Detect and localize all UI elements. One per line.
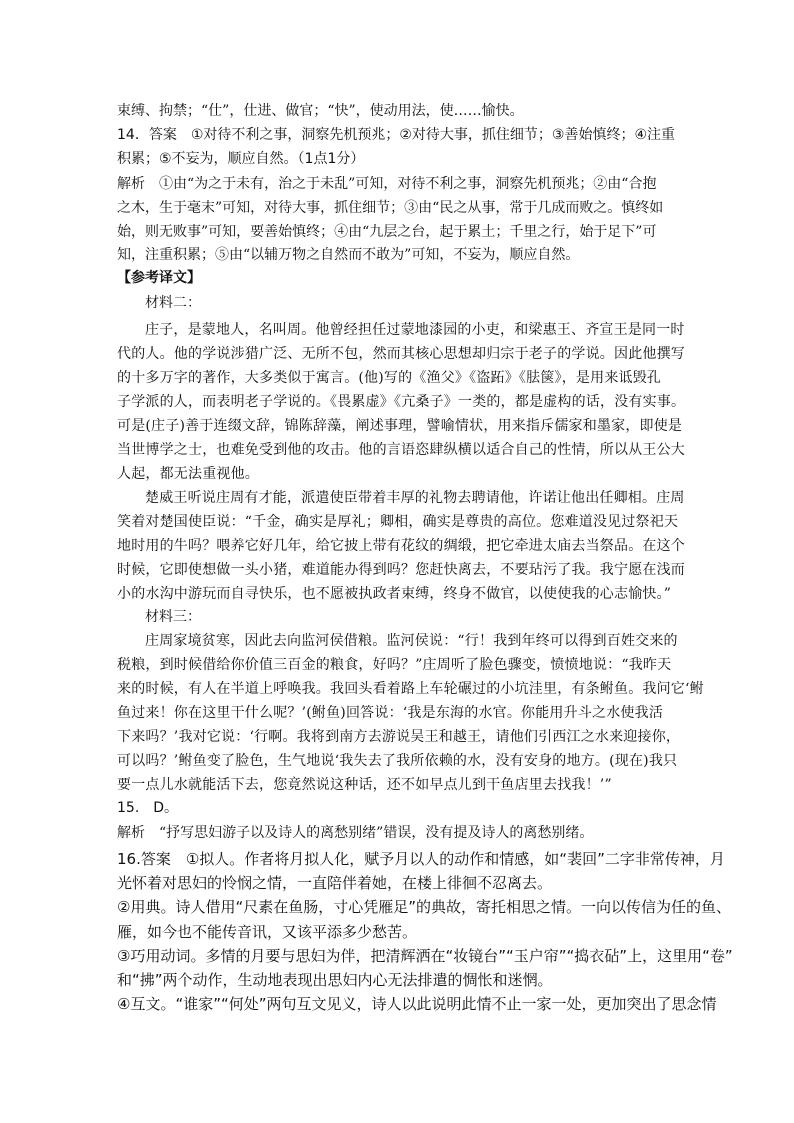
- q14-answer-line-1: 14．答案 ①对待不利之事，洞察先机预兆；②对待大事，抓住细节；③善始慎终；④注重: [117, 127, 676, 143]
- material2-line: 可是(庄子)善于连缀文辞，锦陈辞藻，阐述事理，譬喻情状，用来指斥儒家和墨家，即使是: [117, 418, 683, 434]
- q14-analysis-line-2: 之木，生于毫末”可知，对待大事，抓住细节；③由“民之从事，常于几成而败之。慎终如: [117, 200, 664, 216]
- q14-analysis-line-1: 解析 ①由“为之于未有，治之于未乱”可知，对待不利之事，洞察先机预兆；②由“合抱: [117, 176, 657, 192]
- q16-line-6: 和“拂”两个动作，生动地表现出思妇内心无法排遣的惆怅和迷惘。: [117, 971, 553, 989]
- material3-line: 下来吗？’我对它说：‘行啊。我将到南方去游说吴王和越王，请他们引西江之水来迎接你，: [117, 729, 681, 745]
- material3-line: 来的时候，有人在半道上呼唤我。我回头看着路上车轮碾过的小坑洼里，有条鲋鱼。我问它‘鲋: [117, 681, 704, 697]
- material3-line: 可以吗？’鲋鱼变了脸色，生气地说‘我失去了我所依赖的水，没有安身的地方。(现在)我只: [117, 753, 678, 769]
- q16-line-7: ④互文。“谁家”“何处”两句互文见义，诗人以此说明此情不止一家一处，更加突出了思念情: [117, 995, 717, 1013]
- q15-analysis: 解析 “抒写思妇游子以及诗人的离愁别绪”错误，没有提及诗人的离愁别绪。: [117, 825, 594, 841]
- intro-line: 束缚、拘禁；“仕”，仕进、做官；“快”，使动用法，使……愉快。: [117, 103, 524, 119]
- material2-line: 子学派的人，而表明老子学说的。《畏累虚》《亢桑子》一类的，都是虚构的话，没有实事。: [117, 394, 686, 410]
- material2b-line: 楚威王听说庄周有才能，派遣使臣带着丰厚的礼物去聘请他，许诺让他出任卿相。庄周: [145, 490, 685, 506]
- material2-line: 代的人。他的学说涉猎广泛、无所不包，然而其核心思想却归宗于老子的学说。因此他撰写: [117, 346, 685, 362]
- material2-line: 当世博学之士，也难免受到他的攻击。他的言语恣肆纵横以适合自己的性情，所以从王公大: [117, 442, 685, 458]
- material2-line: 庄子，是蒙地人，名叫周。他曾经担任过蒙地漆园的小吏，和梁惠王、齐宣王是同一时: [145, 322, 685, 338]
- material2b-line: 时候，它即使想做一头小猪，难道能办得到吗？您赶快离去，不要玷污了我。我宁愿在浅而: [117, 562, 685, 578]
- q16-line-5: ③巧用动词。多情的月要与思妇为伴，把清辉洒在“妆镜台”“玉户帘”“捣衣砧”上，这里用“卷”: [117, 947, 733, 965]
- material2-line: 的十多万字的著作，大多类似于寓言。(他)写的《渔父》《盗跖》《胠箧》，是用来诋毁孔: [117, 370, 662, 386]
- reference-translation-heading: 【参考译文】: [117, 270, 201, 286]
- material2b-line: 小的水沟中游玩而自寻快乐，也不愿被执政者束缚，终身不做官，以使使我的心志愉快。”: [117, 586, 672, 602]
- q14-analysis-line-4: 知，注重积累；⑤由“以辅万物之自然而不敢为”可知，不妄为，顺应自然。: [117, 247, 580, 263]
- material2-line: 人起，都无法重视他。: [117, 466, 259, 482]
- q16-line-1: 16.答案 ①拟人。作者将月拟人化，赋予月以人的动作和情感，如“裴回”二字非常传神，月: [117, 850, 725, 868]
- material2-title: 材料二：: [145, 295, 201, 311]
- material2b-line: 地时用的牛吗？喂养它好几年，给它披上带有花纹的绸缎，把它牵进太庙去当祭品。在这个: [117, 538, 685, 554]
- material3-line: 鱼过来！你在这里干什么呢？’(鲋鱼)回答说：‘我是东海的水官。你能用升斗之水使我活: [117, 705, 664, 721]
- q15-answer: 15. D。: [117, 800, 179, 816]
- material3-title: 材料三：: [145, 609, 201, 625]
- q16-line-2: 光怀着对思妇的怜悯之情，一直陪伴着她，在楼上徘徊不忍离去。: [117, 874, 553, 892]
- material3-line: 税粮，到时候借给你价值三百金的粮食，好吗？”庄周听了脸色骤变，愤愤地说：“我昨天: [117, 657, 672, 673]
- material2b-line: 笑着对楚国使臣说：“千金，确实是厚礼；卿相，确实是尊贵的高位。您难道没见过祭祀天: [117, 514, 679, 530]
- q14-analysis-line-3: 始，则无败事”可知，要善始慎终；④由“九层之台，起于累土；千里之行，始于足下”可: [117, 224, 657, 240]
- q14-answer-line-2: 积累；⑤不妄为，顺应自然。（1点1分）: [117, 151, 365, 167]
- q16-line-3: ②用典。诗人借用“尺素在鱼肠，寸心凭雁足”的典故，寄托相思之情。一向以传信为任的鱼、: [117, 898, 731, 916]
- q16-line-4: 雁，如今也不能传音讯，又该平添多少愁苦。: [117, 923, 418, 941]
- material3-line: 庄周家境贫寒，因此去向监河侯借粮。监河侯说：“行！我到年终可以得到百姓交来的: [145, 633, 678, 649]
- material3-line: 要一点儿水就能活下去，您竟然说这种话，还不如早点儿到干鱼店里去找我！’”: [117, 777, 612, 793]
